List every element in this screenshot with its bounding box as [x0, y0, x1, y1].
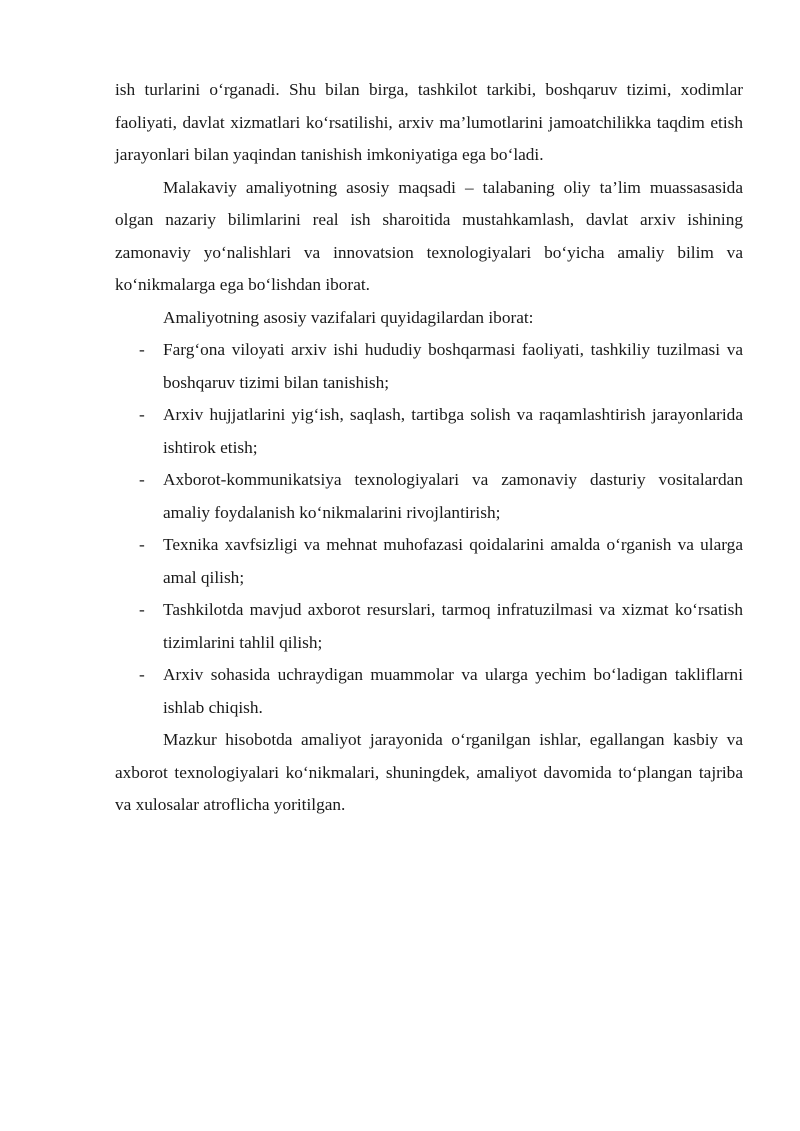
- intro-paragraph: ish turlarini o‘rganadi. Shu bilan birga, tashkilot tarkibi, boshqaruv tizimi, xodimlar faoliyati, davlat xizmatlari ko‘rsatilishi, arxiv ma’lumotlarini jamoatchilikka taqdim etish jarayonlari bilan yaqindan tanishish imkoniyatiga ega bo‘ladi.: [115, 80, 743, 164]
- list-item-text: Tashkilotda mavjud axborot resurslari, tarmoq infratuzilmasi va xizmat ko‘rsatish tizimlarini tahlil qilish;: [163, 600, 743, 652]
- list-marker: -: [139, 470, 145, 489]
- list-item: [115, 399, 743, 464]
- goal-paragraph: Malakaviy amaliyotning asosiy maqsadi – talabaning oliy ta’lim muassasasida olgan nazariy bilimlarini real ish sharoitida mustahkamlash, davlat arxiv ishining zamonaviy yo‘nalishlari va innovatsion texnologiyalari bo‘yicha amaliy bilim va ko‘nikmalarga ega bo‘lishdan iborat.: [115, 177, 743, 294]
- list-item: [115, 464, 743, 529]
- tasks-list: [115, 334, 743, 724]
- list-item: [115, 594, 743, 659]
- document-page: [115, 74, 743, 822]
- tasks-heading: Amaliyotning asosiy vazifalari quyidagilardan iborat:: [163, 307, 534, 327]
- list-item: [115, 334, 743, 399]
- list-item: [115, 659, 743, 724]
- list-marker: -: [139, 600, 145, 619]
- list-marker: -: [139, 535, 145, 554]
- list-item-text: Arxiv sohasida uchraydigan muammolar va ularga yechim bo‘ladigan takliflarni ishlab chiqish.: [163, 665, 743, 717]
- list-marker: -: [139, 405, 145, 424]
- list-item-text: Texnika xavfsizligi va mehnat muhofazasi qoidalarini amalda o‘rganish va ularga amal qilish;: [163, 535, 743, 587]
- list-item-text: Farg‘ona viloyati arxiv ishi hududiy boshqarmasi faoliyati, tashkiliy tuzilmasi va boshqaruv tizimi bilan tanishish;: [163, 340, 743, 392]
- list-item: [115, 529, 743, 594]
- list-item-text: Axborot-kommunikatsiya texnologiyalari va zamonaviy dasturiy vositalardan amaliy foydalanish ko‘nikmalarini rivojlantirish;: [163, 470, 743, 522]
- list-marker: -: [139, 340, 145, 359]
- list-marker: -: [139, 665, 145, 684]
- conclusion-paragraph: Mazkur hisobotda amaliyot jarayonida o‘rganilgan ishlar, egallangan kasbiy va axborot texnologiyalari ko‘nikmalari, shuningdek, amaliyot davomida to‘plangan tajriba va xulosalar atroflicha yoritilgan.: [115, 730, 743, 814]
- list-item-text: Arxiv hujjatlarini yig‘ish, saqlash, tartibga solish va raqamlashtirish jarayonlarida ishtirok etish;: [163, 405, 743, 457]
